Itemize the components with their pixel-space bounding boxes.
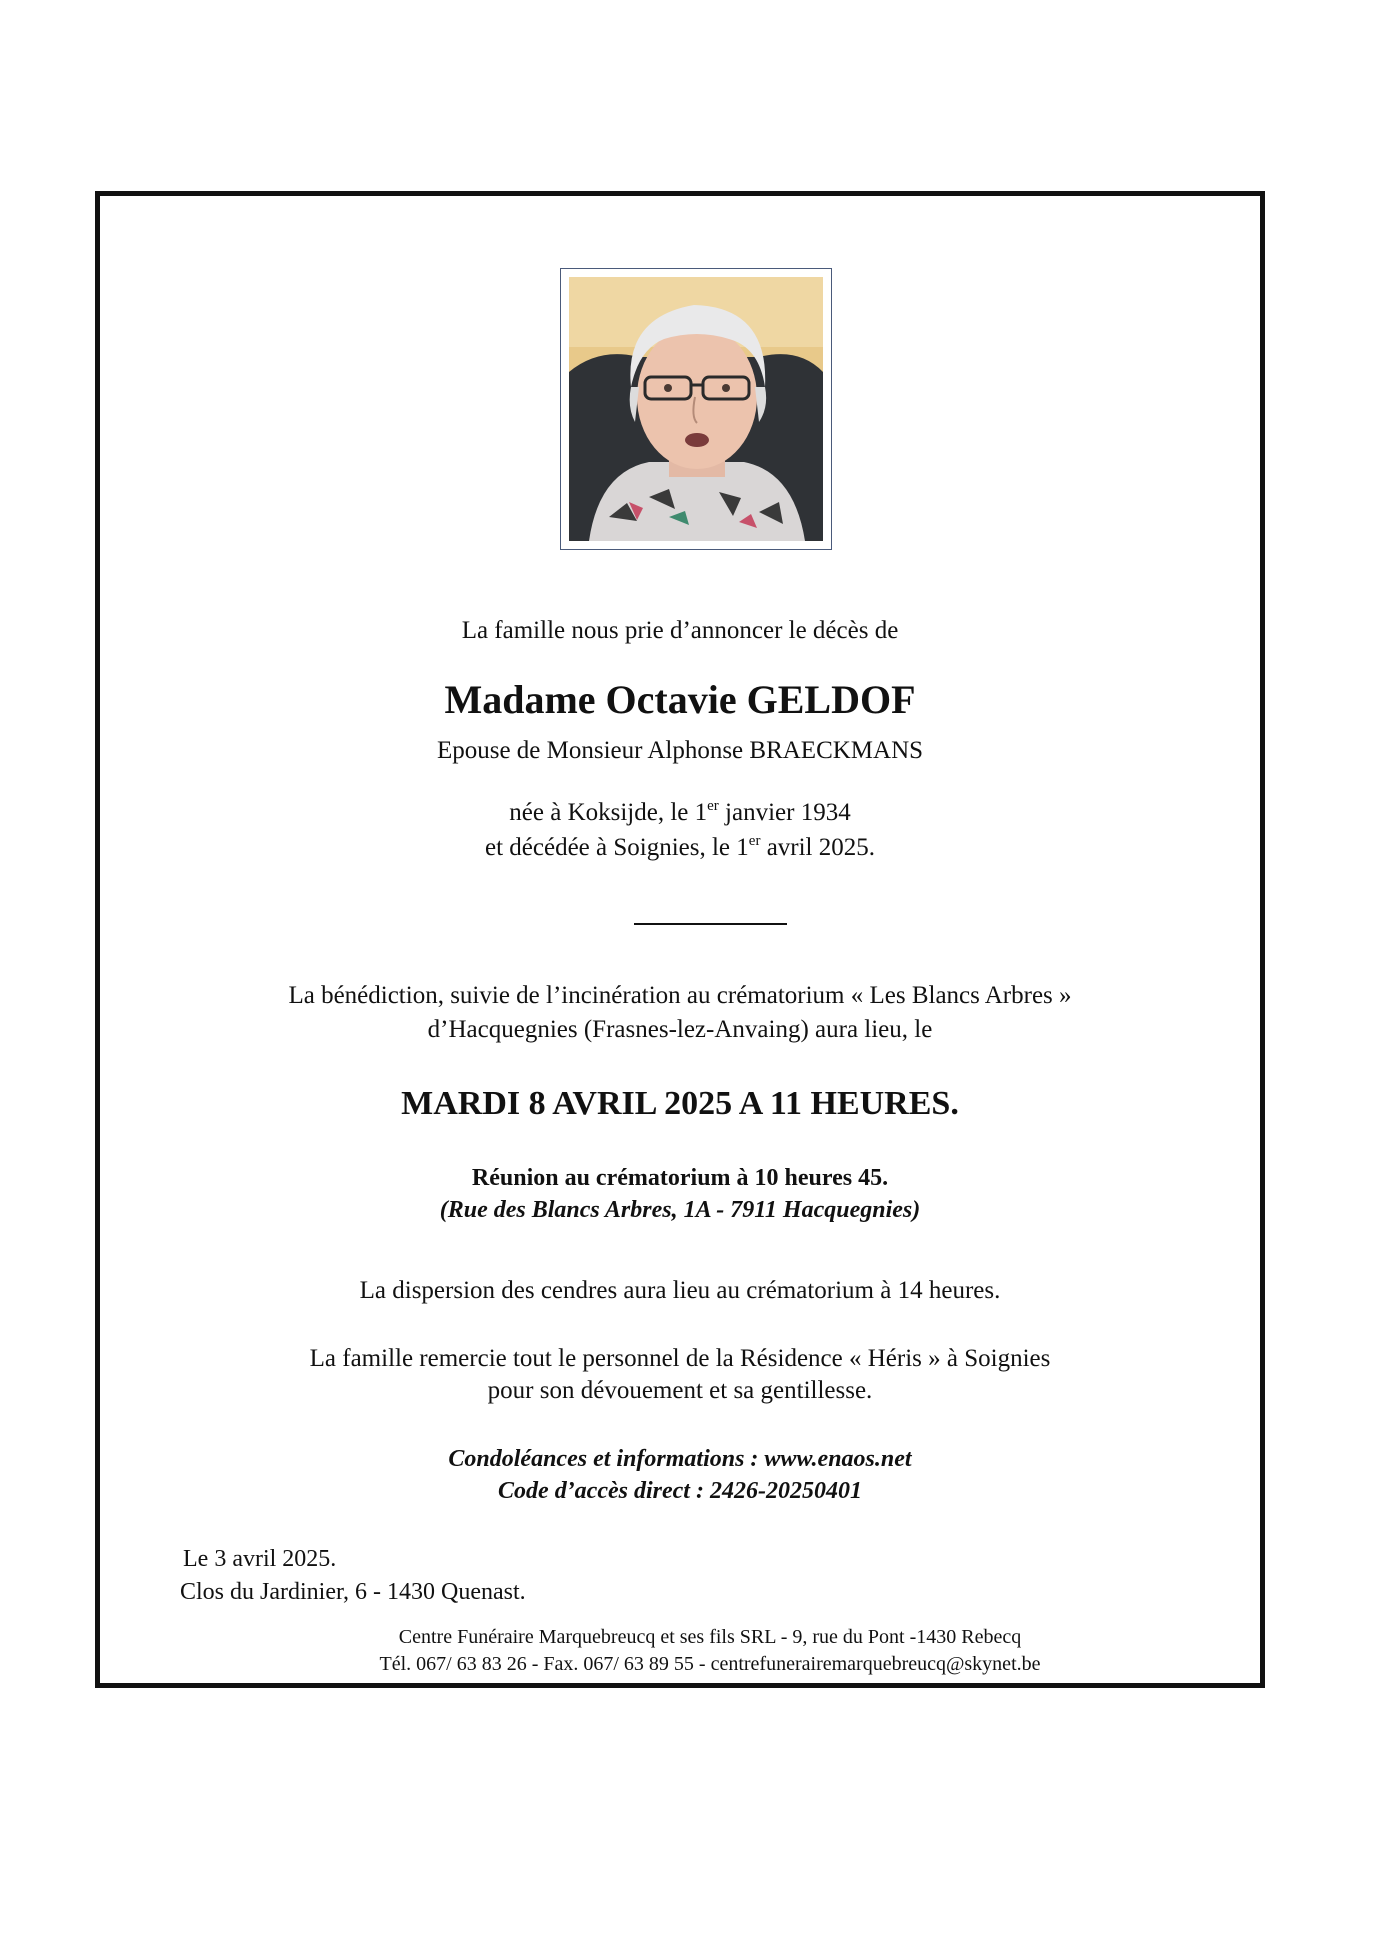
portrait-photo: [569, 277, 823, 541]
birth-text: née à Koksijde, le 1: [509, 799, 708, 826]
funeral-home-line-1: Centre Funéraire Marquebreucq et ses fils SRL - 9, rue du Pont -1430 Rebecq: [398, 1626, 1022, 1648]
sender-address: Clos du Jardinier, 6 - 1430 Quenast.: [180, 1579, 526, 1605]
separator-line: [634, 923, 787, 925]
birth-line: [95, 797, 1265, 829]
thanks-line-2: pour son dévouement et sa gentillesse.: [487, 1377, 873, 1404]
birth-ordinal: er: [707, 798, 719, 814]
deceased-name: Madame Octavie GELDOF: [444, 677, 916, 722]
announcement-intro: La famille nous prie d’annoncer le décès de: [461, 617, 899, 644]
spouse-line: Epouse de Monsieur Alphonse BRAECKMANS: [436, 737, 924, 764]
meeting-time: Réunion au crématorium à 10 heures 45.: [471, 1165, 889, 1191]
death-date: avril 2025.: [760, 834, 876, 861]
portrait-photo-frame: [560, 268, 832, 550]
dispersion-line: La dispersion des cendres aura lieu au crématorium à 14 heures.: [359, 1277, 1001, 1304]
death-ordinal: er: [748, 833, 761, 849]
access-code-line: Code d’accès direct : 2426-20250401: [498, 1478, 862, 1504]
thanks-line-1: La famille remercie tout le personnel de la Résidence « Héris » à Soignies: [309, 1345, 1051, 1372]
funeral-home-line-2: Tél. 067/ 63 83 26 - Fax. 067/ 63 89 55 - centrefunerairemarquebreucq@skynet.be: [379, 1653, 1041, 1675]
death-line: [95, 832, 1265, 864]
condolences-line: Condoléances et informations : www.enaos.net: [448, 1446, 912, 1472]
ceremony-line-1: La bénédiction, suivie de l’incinération au crématorium « Les Blancs Arbres »: [288, 982, 1072, 1009]
crematorium-address: (Rue des Blancs Arbres, 1A - 7911 Hacquegnies): [439, 1197, 921, 1223]
birth-date: janvier 1934: [718, 799, 851, 826]
ceremony-line-2: d’Hacquegnies (Frasnes-lez-Anvaing) aura lieu, le: [427, 1016, 933, 1043]
ceremony-date: MARDI 8 AVRIL 2025 A 11 HEURES.: [401, 1085, 959, 1122]
death-text: et décédée à Soignies, le 1: [484, 834, 749, 861]
sender-date: Le 3 avril 2025.: [183, 1546, 337, 1572]
